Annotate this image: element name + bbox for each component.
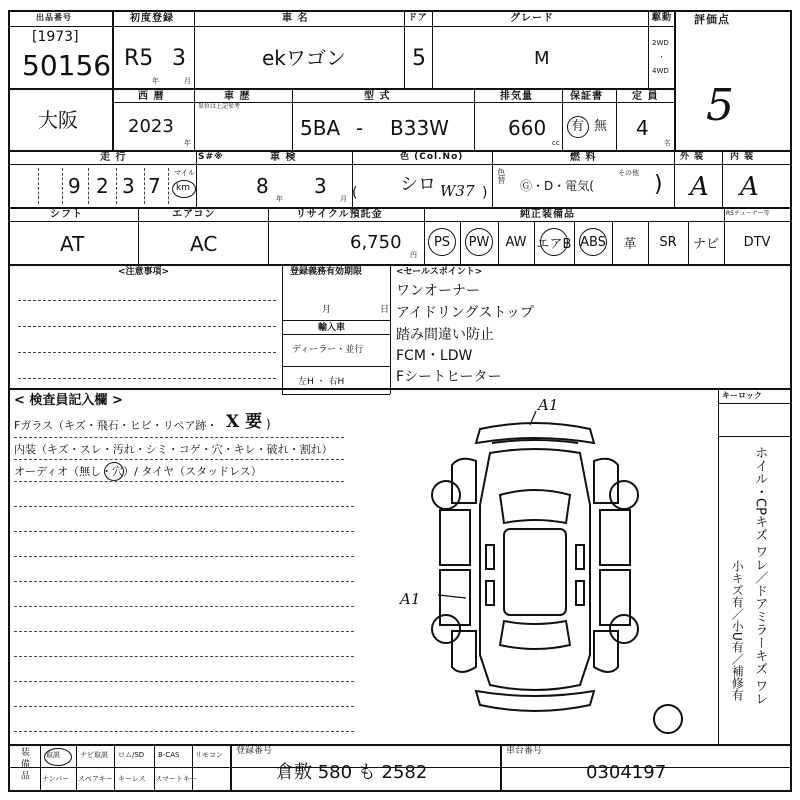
color-sub: 色替 bbox=[496, 168, 506, 184]
displacement: 660 bbox=[508, 116, 547, 140]
reg-day-unit: 日 bbox=[380, 305, 390, 315]
dealer-label: ディーラー・並行 bbox=[292, 345, 364, 355]
mil-sep-6 bbox=[168, 168, 169, 204]
caution-line-2 bbox=[18, 326, 276, 327]
location: 大阪 bbox=[38, 108, 78, 132]
exterior-grade: A bbox=[690, 172, 709, 202]
v3 bbox=[404, 10, 405, 88]
sales-point-2: アイドリングストップ bbox=[396, 305, 534, 321]
footer-item-3: ロム/SD bbox=[118, 751, 145, 759]
ins-line-k bbox=[14, 681, 354, 682]
left-front-fender bbox=[452, 459, 476, 503]
mileage-digit-4: 7 bbox=[148, 174, 161, 198]
insp-year-unit: 年 bbox=[276, 195, 283, 203]
inspector-line2: 内装（キズ・スレ・汚れ・シミ・コゲ・穴・キレ・破れ・割れ） bbox=[14, 443, 333, 456]
equip-item bbox=[724, 221, 790, 264]
equip-item-label: エアB bbox=[536, 237, 572, 252]
mile-label: マイル bbox=[174, 169, 195, 177]
caution-label: <注意事項> bbox=[118, 267, 170, 277]
v1 bbox=[112, 10, 114, 150]
color-label: 色 (Col.No) bbox=[400, 152, 464, 162]
equip-item bbox=[534, 221, 574, 264]
v18 bbox=[268, 207, 269, 264]
grade-label: グレード bbox=[510, 13, 554, 24]
equip-item-label: PS bbox=[433, 235, 451, 250]
extra-label: RSチューナー等 bbox=[726, 210, 770, 217]
footer-item-9: スマートキー bbox=[155, 775, 197, 783]
mileage-digit-1: 9 bbox=[68, 174, 81, 198]
rear-glass bbox=[500, 621, 570, 649]
interior-label: 内 装 bbox=[730, 152, 755, 162]
equip-item bbox=[574, 221, 612, 264]
capacity-label: 定 員 bbox=[632, 91, 659, 102]
plate-label: 登録番号 bbox=[236, 746, 273, 756]
footer-item-1: 取説 bbox=[46, 751, 60, 759]
ins-line-h bbox=[14, 606, 354, 607]
interior-grade: A bbox=[740, 172, 759, 202]
year-label: 西 暦 bbox=[138, 91, 165, 102]
ins-line-g bbox=[14, 581, 354, 582]
v8 bbox=[292, 88, 293, 150]
shift-label: シフト bbox=[50, 209, 83, 220]
s-label: S#※ bbox=[198, 152, 224, 162]
import-bottom bbox=[282, 394, 390, 395]
history-label: 車 歴 bbox=[224, 91, 251, 102]
ac: AC bbox=[190, 232, 218, 256]
equip-item-label: PW bbox=[468, 235, 490, 250]
right-window-2 bbox=[576, 581, 584, 605]
v17 bbox=[138, 207, 139, 264]
score-value: 5 bbox=[706, 80, 734, 131]
mil-sep-4 bbox=[116, 168, 117, 204]
color: シロ bbox=[400, 174, 436, 195]
wheel-front-right bbox=[610, 481, 638, 509]
body-outline bbox=[480, 449, 590, 690]
equip-item bbox=[688, 221, 724, 264]
vin-label: 車台番号 bbox=[506, 746, 543, 756]
v12 bbox=[196, 150, 197, 207]
v4 bbox=[432, 10, 433, 88]
wheel-rear-right bbox=[610, 615, 638, 643]
sales-point-3: 踏み間違い防止 bbox=[396, 327, 494, 343]
color-close: ) bbox=[482, 185, 488, 201]
equip-item bbox=[612, 221, 648, 264]
keylock-box-bottom bbox=[718, 436, 790, 437]
mark-line-left bbox=[438, 595, 466, 598]
inspector-line1-close: ) bbox=[266, 417, 271, 431]
ins-line-d bbox=[14, 506, 354, 507]
ins-line-l bbox=[14, 706, 354, 707]
equip-item-label: AW bbox=[505, 235, 527, 250]
keylock-left bbox=[718, 388, 719, 744]
frame-bottom bbox=[8, 790, 792, 792]
import-top bbox=[282, 320, 390, 321]
exterior-label: 外 装 bbox=[680, 152, 705, 162]
month-unit: 月 bbox=[184, 77, 191, 85]
audio-hole-circle bbox=[104, 462, 124, 481]
ins-line-m bbox=[14, 731, 354, 732]
left-window-2 bbox=[486, 581, 494, 605]
model-label: 型 式 bbox=[364, 91, 391, 102]
v16 bbox=[722, 150, 723, 207]
warranty-no: 無 bbox=[594, 119, 608, 134]
insp-year: 8 bbox=[256, 174, 269, 198]
year-value: 2023 bbox=[128, 116, 174, 137]
f-v6 bbox=[230, 744, 232, 790]
sales-point-1: ワンオーナー bbox=[396, 283, 480, 299]
rear-bumper bbox=[476, 691, 594, 711]
reg-month-unit: 月 bbox=[322, 305, 332, 315]
ins-line-c bbox=[14, 481, 344, 482]
km-label: km bbox=[176, 183, 190, 193]
drive-label: 駆動 bbox=[652, 13, 673, 23]
color-open: ( bbox=[352, 185, 358, 201]
yen-unit: 円 bbox=[410, 251, 417, 259]
v2 bbox=[194, 10, 195, 88]
caution-line-4 bbox=[18, 378, 276, 379]
year-unit: 年 bbox=[152, 77, 159, 85]
footer-item-6: ナンバー bbox=[42, 775, 70, 783]
vertical-note-2: 小キズ有／小U有／補修有 bbox=[730, 560, 745, 701]
model-dash: - bbox=[356, 116, 364, 140]
spare-wheel bbox=[654, 705, 682, 733]
row1-bottom bbox=[8, 88, 674, 90]
capacity: 4 bbox=[636, 116, 649, 140]
equip-item-label: ABS bbox=[580, 235, 606, 250]
inspector-line1: Fガラス（キズ・飛石・ヒビ・リペア跡・ bbox=[14, 419, 218, 432]
sales-point-5: Fシートヒーター bbox=[396, 369, 502, 385]
v15 bbox=[674, 150, 675, 207]
f-v1 bbox=[40, 744, 41, 790]
v10 bbox=[562, 88, 563, 150]
row4-bottom bbox=[8, 264, 792, 266]
inspector-line3: オーディオ（無し・穴）/ タイヤ（スタッドレス） bbox=[14, 465, 262, 478]
footer-item-7: スペアキー bbox=[78, 775, 113, 783]
v29 bbox=[390, 264, 391, 394]
shift: AT bbox=[60, 232, 85, 256]
caution-line-3 bbox=[18, 352, 276, 353]
left-front-door bbox=[440, 510, 470, 565]
f-v3 bbox=[114, 744, 115, 790]
caution-line-1 bbox=[18, 300, 276, 301]
mileage-digit-3: 3 bbox=[122, 174, 135, 198]
v9 bbox=[474, 88, 475, 150]
footer-top bbox=[8, 744, 792, 746]
v5 bbox=[648, 10, 649, 88]
first-reg-era: R5 bbox=[124, 46, 154, 71]
mil-sep-5 bbox=[144, 168, 145, 204]
drive-dot: ・ bbox=[658, 53, 665, 61]
footer-item-4: B-CAS bbox=[158, 751, 180, 759]
v11 bbox=[616, 88, 617, 150]
fuel-options: Ⓖ・D・電気( bbox=[520, 179, 594, 193]
ins-line-b bbox=[14, 459, 344, 460]
right-front-door bbox=[600, 510, 630, 565]
drive-4wd: 4WD bbox=[652, 67, 669, 75]
right-rear-door bbox=[600, 570, 630, 625]
frame-left bbox=[8, 10, 10, 792]
v6 bbox=[674, 10, 676, 150]
mil-sep-3 bbox=[88, 168, 89, 204]
f-v7 bbox=[500, 744, 502, 790]
model-prefix: 5BA bbox=[300, 116, 341, 140]
fuel-close: ) bbox=[654, 172, 663, 197]
notes-bottom bbox=[8, 388, 792, 390]
mark-a1-left: A1 bbox=[400, 590, 421, 608]
year-value-unit: 年 bbox=[184, 139, 191, 147]
disp-label: 排気量 bbox=[500, 91, 533, 102]
right-front-fender bbox=[594, 459, 618, 503]
left-rear-fender bbox=[452, 631, 476, 672]
frame-right bbox=[790, 10, 792, 792]
capacity-unit: 名 bbox=[664, 139, 671, 147]
equip-item bbox=[424, 221, 460, 264]
row3-bottom bbox=[8, 207, 792, 209]
v14 bbox=[492, 150, 493, 207]
mileage-label: 走 行 bbox=[100, 152, 127, 163]
inspector-line1-mark: X 要 bbox=[226, 412, 263, 432]
drive-2wd: 2WD bbox=[652, 39, 669, 47]
sales-point-4: FCM・LDW bbox=[396, 348, 473, 364]
score-label: 評価点 bbox=[694, 13, 730, 26]
inspection-label: 車 検 bbox=[270, 152, 297, 163]
equip-label: 純正装備品 bbox=[520, 209, 575, 220]
keylock-label: キーロック bbox=[722, 391, 762, 400]
right-rear-fender bbox=[594, 631, 618, 672]
equip-item-label: ナビ bbox=[692, 237, 719, 252]
car-name-label: 車 名 bbox=[282, 13, 309, 24]
cc-unit: cc bbox=[552, 139, 560, 147]
hood-line bbox=[492, 440, 578, 443]
lot-sub: [1973] bbox=[32, 29, 79, 45]
footer-item-5: リモコン bbox=[195, 751, 223, 759]
row1-header-line bbox=[8, 26, 674, 27]
ins-line-a bbox=[14, 437, 344, 438]
color-code: W37 bbox=[440, 182, 475, 200]
ac-label: エアコン bbox=[172, 209, 216, 220]
sales-label: <セールスポイント> bbox=[396, 267, 483, 277]
footer-item-2: ナビ取説 bbox=[80, 751, 108, 759]
first-reg-label: 初度登録 bbox=[130, 13, 174, 24]
reg-expiry-label: 登録義務有効期限 bbox=[290, 267, 363, 277]
plate-number: 倉敷 580 も 2582 bbox=[276, 762, 428, 783]
lot-number: 50156 bbox=[22, 49, 112, 82]
windshield bbox=[500, 490, 570, 523]
mark-a1-top: A1 bbox=[538, 396, 559, 414]
lot-label: 出品番号 bbox=[36, 13, 72, 22]
recycle-label: リサイクル預託金 bbox=[296, 209, 383, 220]
f-v5 bbox=[192, 744, 193, 790]
import-head bbox=[282, 334, 390, 335]
recycle-amount: 6,750 bbox=[350, 232, 402, 253]
footer-equip-label: 装 備 品 bbox=[18, 747, 29, 780]
equip-item bbox=[498, 221, 534, 264]
insp-month: 3 bbox=[314, 174, 327, 198]
v28 bbox=[282, 264, 283, 394]
equip-item-label: DTV bbox=[743, 235, 771, 250]
inspector-label: < 検査員記入欄 > bbox=[14, 393, 123, 408]
v7 bbox=[194, 88, 195, 150]
footer-item-8: キーレス bbox=[118, 775, 146, 783]
grade: M bbox=[534, 48, 550, 69]
door-label: ドア bbox=[408, 13, 428, 23]
steering-label: 左H ・ 右H bbox=[298, 377, 345, 387]
equip-item bbox=[648, 221, 688, 264]
ins-line-i bbox=[14, 631, 354, 632]
equip-item-label: SR bbox=[659, 235, 677, 250]
import-label: 輸入車 bbox=[318, 323, 346, 333]
first-reg-month: 3 bbox=[172, 46, 186, 71]
ins-line-e bbox=[14, 531, 354, 532]
car-name: ekワゴン bbox=[262, 46, 346, 70]
history-note: 単位は上記参考 bbox=[198, 103, 241, 110]
keylock-head bbox=[718, 403, 790, 404]
doors: 5 bbox=[412, 46, 426, 71]
left-window-1 bbox=[486, 545, 494, 569]
manual-circle bbox=[44, 748, 72, 766]
fuel-label: 燃 料 bbox=[570, 152, 597, 163]
row2-header-line bbox=[112, 102, 674, 103]
wheel-front-left bbox=[432, 481, 460, 509]
warranty-label: 保証書 bbox=[570, 91, 603, 102]
ins-line-j bbox=[14, 656, 354, 657]
import-mid bbox=[282, 366, 390, 367]
roof bbox=[504, 529, 566, 615]
f-v4 bbox=[154, 744, 155, 790]
vin-number: 0304197 bbox=[586, 762, 667, 783]
equip-item bbox=[460, 221, 498, 264]
equip-item-label: 革 bbox=[623, 237, 637, 252]
ins-line-f bbox=[14, 556, 354, 557]
car-diagram bbox=[380, 395, 690, 740]
right-window-1 bbox=[576, 545, 584, 569]
insp-month-unit: 月 bbox=[340, 195, 347, 203]
f-v2 bbox=[76, 744, 77, 790]
vertical-note-1: ホイル・CPキズ ワレ／ドアミラーキズ ワレ bbox=[752, 446, 768, 706]
wheel-rear-left bbox=[432, 615, 460, 643]
model-code: B33W bbox=[390, 116, 449, 140]
mileage-digit-2: 2 bbox=[96, 174, 109, 198]
fuel-other: その他 bbox=[618, 169, 639, 177]
warranty-yes: 有 bbox=[571, 119, 585, 134]
mil-sep-2 bbox=[62, 168, 63, 204]
mil-sep-1 bbox=[38, 168, 39, 204]
